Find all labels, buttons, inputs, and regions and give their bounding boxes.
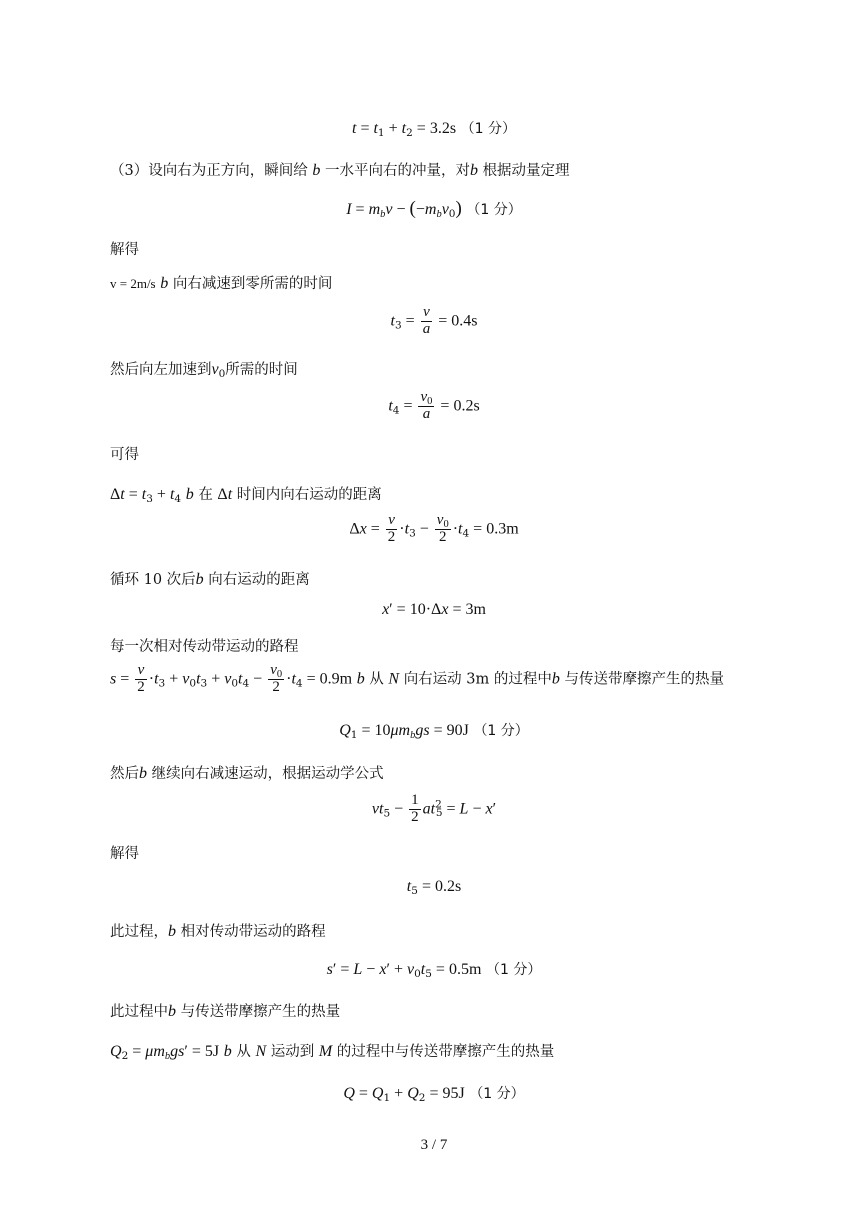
score-note: （1 分） xyxy=(473,723,529,739)
cont-b: 继续向右减速运动，根据运动学公式 xyxy=(151,766,384,782)
v-value: v = 2m/s xyxy=(110,276,156,291)
solve-label-2: 解得 xyxy=(110,846,139,862)
q-value: 95J xyxy=(442,1085,465,1102)
velocity-line: v = 2m/s b 向右减速到零所需的时间 xyxy=(110,275,333,292)
process-line: 此过程，b 相对传动带运动的路程 xyxy=(110,923,326,940)
intro-prefix: （3）设向右为正方向，瞬间给 xyxy=(110,163,308,179)
s-value: 0.9m xyxy=(319,670,353,688)
eq-impulse: $I = m_bv - (-m_bv_0)$ （1 分） xyxy=(346,198,522,220)
part3-intro: （3）设向右为正方向，瞬间给 b 一水平向右的冲量，对b 根据动量定理 xyxy=(110,162,570,179)
heat-a: 此过程中 xyxy=(110,1004,168,1020)
cont-a: 然后 xyxy=(110,766,139,782)
heat-b: 与传送带摩擦产生的热量 xyxy=(180,1004,341,1020)
score-note: （1 分） xyxy=(486,962,542,978)
q2-value: 5J xyxy=(204,1043,220,1060)
then-left-a: 然后向左加速到 xyxy=(110,362,212,378)
proc-a: 此过程， xyxy=(110,924,168,940)
intro-suffix: 根据动量定理 xyxy=(482,163,570,179)
then-left-b: 所需的时间 xyxy=(225,362,298,378)
sprime-value: 0.5m xyxy=(448,961,482,978)
cycle-a: 循环 10 次后 xyxy=(110,572,196,588)
then-left-line: 然后向左加速到$v_0$所需的时间 xyxy=(110,361,298,380)
so-label: 可得 xyxy=(110,447,139,463)
dx-value: 0.3m xyxy=(486,520,519,538)
eq-total-time: $t = t_1 + t_2 = 3.2s$ （1 分） xyxy=(351,120,517,139)
eq-t5: $t_5 = 0.2s$ xyxy=(406,878,462,897)
eq-dx: Δx = $\frac{v}{2}$ $\cdot t_3$ − $\frac{v_0}{2}$ $\cdot t_4 = 0.3m$ xyxy=(349,512,519,545)
t-total-value: 3.2s xyxy=(429,120,457,137)
score-note: （1 分） xyxy=(460,121,517,137)
eq-kinematics: $vt_5$ − $\frac{1}{2}$ $at^2_5 = L - x'$ xyxy=(371,792,497,825)
score-note: （1 分） xyxy=(466,202,522,218)
score-note: （1 分） xyxy=(469,1086,525,1102)
v-after-text: 向右减速到零所需的时间 xyxy=(172,276,333,292)
xprime-value: 3m xyxy=(465,601,486,618)
eq-q-total: $Q = Q_1 + Q_2 = 95J$ （1 分） xyxy=(343,1085,525,1104)
eq-xprime: x′ = 10·Δx = 3m xyxy=(382,601,486,618)
q1-value: 90J xyxy=(446,722,469,739)
t5-value: 0.2s xyxy=(434,878,462,895)
each-rel-label: 每一次相对传动带运动的路程 xyxy=(110,639,299,655)
continue-line: 然后b 继续向右减速运动，根据运动学公式 xyxy=(110,765,384,782)
cycles-value: 10 xyxy=(409,601,426,618)
eq-s-line: s = $\frac{v}{2}$ $\cdot t_3 + v_0t_3 + v_0t_4$ − $\frac{v_0}{2}$ $\cdot t_4 = 0.9m$ b 从 N 向右运动 3m 的过程中b 与传送带摩擦产生的热量 xyxy=(110,662,724,695)
eq-q2-line: $Q_2 = \mu m_bgs' = 5J$ b 从 N 运动到 M 的过程中与传送带摩擦产生的热量 xyxy=(110,1043,555,1062)
eq-t3: $t_3$ = $\frac{v}{a}$ = 0.4s xyxy=(390,304,478,337)
s-after-a: 从 xyxy=(369,671,384,688)
dt-line: $\Delta t = t_3 + t_4$ b 在 Δt 时间内向右运动的距离 xyxy=(110,486,382,505)
heat-line: 此过程中b 与传送带摩擦产生的热量 xyxy=(110,1003,341,1020)
t3-value: 0.4s xyxy=(451,312,478,330)
cycle-line: 循环 10 次后b 向右运动的距离 xyxy=(110,571,310,588)
dt-after-b: 时间内向右运动的距离 xyxy=(236,487,382,503)
q2-after-a: 从 xyxy=(236,1044,251,1060)
page-number: 3 / 7 xyxy=(420,1137,448,1153)
q2-after-b: 运动到 xyxy=(270,1044,315,1060)
cycle-b: 向右运动的距离 xyxy=(208,572,310,588)
eq-t4: $t_4$ = $\frac{v_0}{a}$ = 0.2s xyxy=(388,389,480,422)
eq-q1: $Q_1 = 10\mu m_bgs = 90J$ （1 分） xyxy=(339,722,529,741)
eq-sprime: $s' = L - x' + v_0t_5 = 0.5m$ （1 分） xyxy=(326,961,542,980)
t4-value: 0.2s xyxy=(453,397,480,415)
proc-b: 相对传动带运动的路程 xyxy=(180,924,326,940)
q2-after-c: 的过程中与传送带摩擦产生的热量 xyxy=(336,1044,555,1060)
solve-label-1: 解得 xyxy=(110,242,139,258)
s-after-b: 向右运动 3m 的过程中 xyxy=(403,671,552,688)
s-after-c: 与传送带摩擦产生的热量 xyxy=(564,671,724,688)
dt-after-a: 在 xyxy=(198,487,213,503)
intro-mid: 一水平向右的冲量，对 xyxy=(324,163,470,179)
